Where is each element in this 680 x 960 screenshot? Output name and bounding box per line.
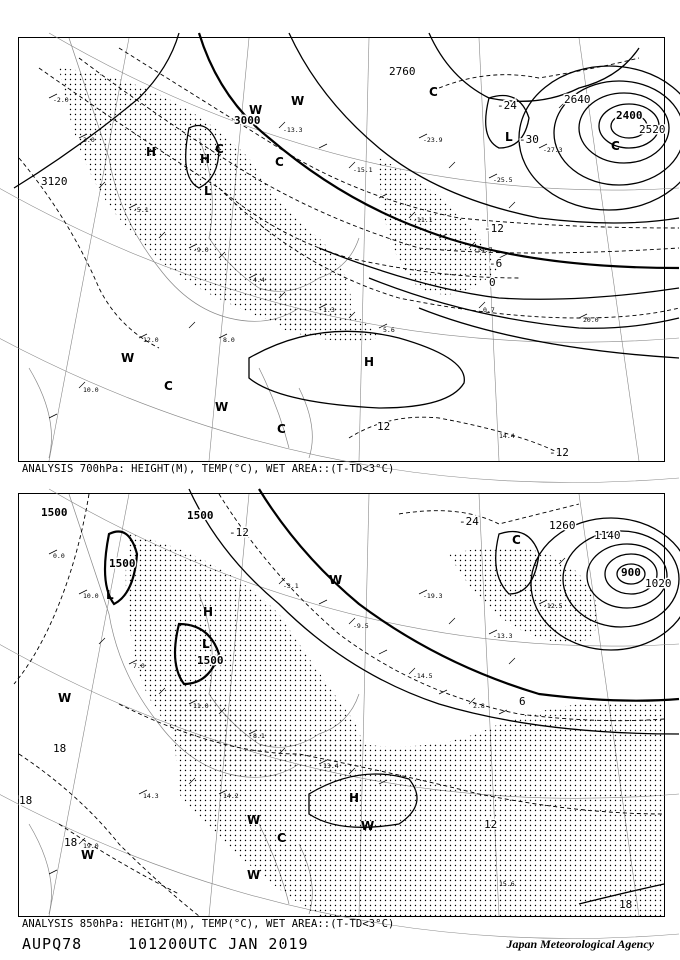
svg-text:-15.1: -15.1 xyxy=(353,166,373,174)
cold-symbol: C xyxy=(275,155,284,169)
wet-areas xyxy=(126,534,664,916)
svg-text:14.2: 14.2 xyxy=(223,792,239,800)
svg-text:-14.7: -14.7 xyxy=(473,246,493,254)
height-label: 1260 xyxy=(549,519,576,532)
svg-text:-2.0: -2.0 xyxy=(53,96,69,104)
svg-text:-3.1: -3.1 xyxy=(283,582,299,590)
temp-label: -12 xyxy=(549,446,569,459)
svg-text:-23.9: -23.9 xyxy=(423,136,443,144)
high-symbol: H xyxy=(203,605,214,619)
svg-text:-12.5: -12.5 xyxy=(543,602,563,610)
warm-symbol: W xyxy=(247,868,261,882)
temp-label: 12 xyxy=(377,420,391,433)
svg-text:11.0: 11.0 xyxy=(193,702,209,710)
cold-symbol: C xyxy=(215,142,224,156)
height-label: 3120 xyxy=(41,175,68,188)
svg-text:14.4: 14.4 xyxy=(499,432,515,440)
warm-symbol: W xyxy=(121,351,135,365)
temp-label: 18 xyxy=(64,836,78,849)
cold-symbol: C xyxy=(429,85,438,99)
low-symbol: L xyxy=(106,588,114,602)
svg-text:-9.0: -9.0 xyxy=(193,246,209,254)
height-label: 3000 xyxy=(234,114,261,127)
height-label: 1020 xyxy=(645,577,672,590)
svg-text:7.0: 7.0 xyxy=(133,662,145,670)
chart-caption-700: ANALYSIS 700hPa: HEIGHT(M), TEMP(°C), WET AREA::(T-TD<3°C) xyxy=(22,463,395,475)
cold-symbol: C xyxy=(512,533,521,547)
chart-850hpa xyxy=(18,493,672,917)
cold-symbol: C xyxy=(277,831,286,845)
low-symbol: L xyxy=(505,130,513,144)
svg-text:10.0: 10.0 xyxy=(83,592,99,600)
svg-text:-25.5: -25.5 xyxy=(493,176,513,184)
temp-label: 12 xyxy=(484,818,498,831)
height-label: 1140 xyxy=(594,529,621,542)
warm-symbol: W xyxy=(215,400,229,414)
map-700hpa xyxy=(19,38,664,461)
svg-text:5.6: 5.6 xyxy=(383,326,395,334)
svg-text:15.6: 15.6 xyxy=(499,880,515,888)
warm-symbol: W xyxy=(329,573,343,587)
high-symbol: H xyxy=(200,152,211,166)
temp-label: 0 xyxy=(489,276,496,289)
temp-label: -30 xyxy=(519,133,539,146)
svg-text:13.4: 13.4 xyxy=(323,762,339,770)
height-label: 1500 xyxy=(187,509,214,522)
svg-text:8.0: 8.0 xyxy=(223,336,235,344)
high-symbol: H xyxy=(349,791,360,805)
height-label: 2520 xyxy=(639,123,666,136)
svg-text:19.0: 19.0 xyxy=(83,842,99,850)
warm-symbol: W xyxy=(291,94,305,108)
warm-symbol: W xyxy=(361,819,375,833)
product-code: AUPQ78 xyxy=(22,935,83,953)
high-symbol: H xyxy=(146,145,157,159)
svg-text:8.1: 8.1 xyxy=(253,732,265,740)
warm-symbol: W xyxy=(81,848,95,862)
svg-text:0.0: 0.0 xyxy=(53,552,65,560)
svg-text:-13.3: -13.3 xyxy=(493,632,513,640)
cold-symbol: C xyxy=(277,422,286,436)
svg-text:-27.3: -27.3 xyxy=(543,146,563,154)
temp-label: 18 xyxy=(19,794,33,807)
chart-700hpa xyxy=(18,37,665,462)
temp-label: 18 xyxy=(619,898,633,911)
svg-text:-14.5: -14.5 xyxy=(413,672,433,680)
height-label: 900 xyxy=(621,566,641,579)
svg-text:-11.1: -11.1 xyxy=(413,216,433,224)
low-symbol: L xyxy=(202,637,210,651)
height-label: 1500 xyxy=(197,654,224,667)
chart-caption-850: ANALYSIS 850hPa: HEIGHT(M), TEMP(°C), WET AREA::(T-TD<3°C) xyxy=(22,918,395,930)
svg-text:10.0: 10.0 xyxy=(83,386,99,394)
height-label: 1500 xyxy=(41,506,68,519)
svg-text:1.3: 1.3 xyxy=(323,306,335,314)
temp-label: -24 xyxy=(459,515,479,528)
warm-symbol: W xyxy=(58,691,72,705)
temp-label: 6 xyxy=(519,695,526,708)
cold-symbol: C xyxy=(164,379,173,393)
temp-label: 18 xyxy=(53,742,67,755)
temp-label: -6 xyxy=(489,257,503,270)
agency-name: Japan Meteorological Agency xyxy=(506,937,654,951)
svg-text:3.0: 3.0 xyxy=(83,136,95,144)
warm-symbol: W xyxy=(247,813,261,827)
low-symbol: L xyxy=(204,184,212,198)
svg-text:-9.5: -9.5 xyxy=(353,622,369,630)
temp-label: -12 xyxy=(229,526,249,539)
svg-text:14.3: 14.3 xyxy=(143,792,159,800)
svg-text:-19.3: -19.3 xyxy=(423,592,443,600)
svg-text:-13.3: -13.3 xyxy=(283,126,303,134)
map-850hpa xyxy=(19,494,672,916)
cold-symbol: C xyxy=(611,139,620,153)
height-label: 2400 xyxy=(616,109,643,122)
svg-text:12.0: 12.0 xyxy=(143,336,159,344)
svg-text:-5.1: -5.1 xyxy=(133,206,149,214)
temp-label: -12 xyxy=(484,222,504,235)
svg-text:2.8: 2.8 xyxy=(473,702,485,710)
svg-text:4.4: 4.4 xyxy=(253,276,265,284)
height-label: 2760 xyxy=(389,65,416,78)
warm-symbol: W xyxy=(249,103,263,117)
temp-label: -24 xyxy=(497,99,517,112)
high-symbol: H xyxy=(364,355,375,369)
valid-time: 101200UTC JAN 2019 xyxy=(128,935,309,953)
svg-text:0.7: 0.7 xyxy=(483,306,495,314)
height-label: 1500 xyxy=(109,557,136,570)
height-label: 2640 xyxy=(564,93,591,106)
svg-text:20.0: 20.0 xyxy=(583,316,599,324)
